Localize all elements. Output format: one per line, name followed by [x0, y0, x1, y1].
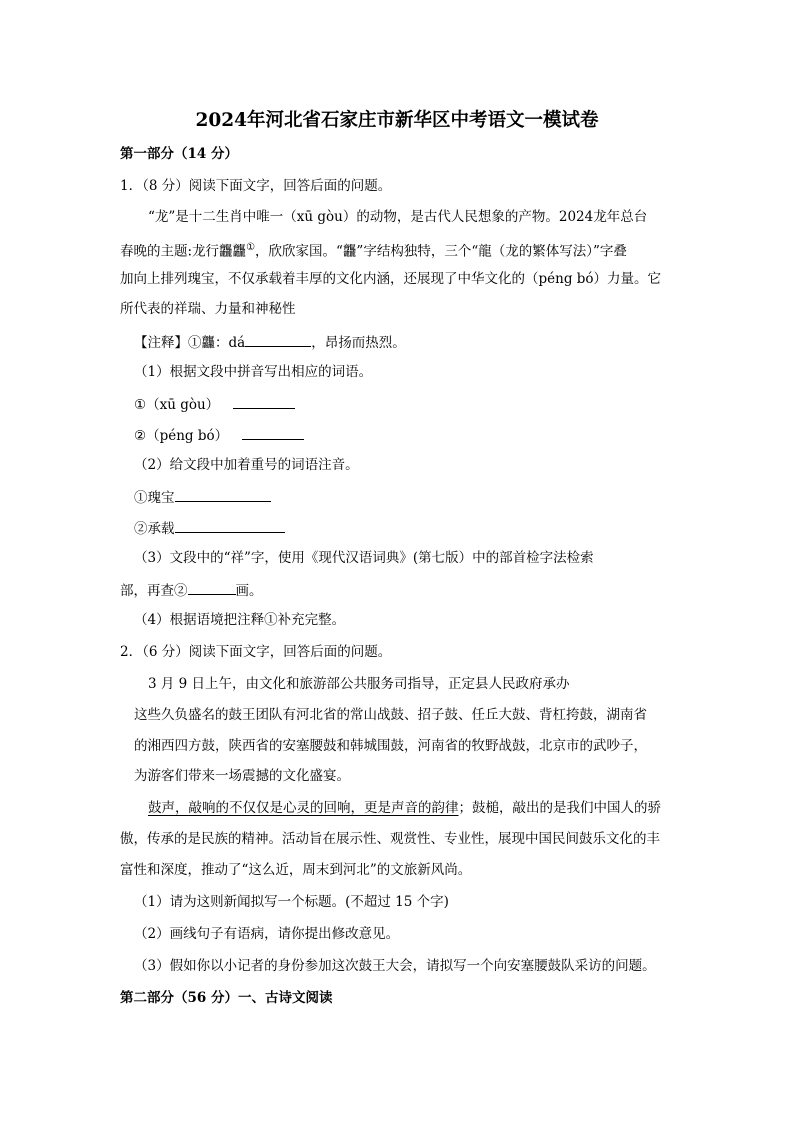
q1-sub3-line2-a: 部，再查②: [120, 583, 188, 599]
note-answer-blank[interactable]: [245, 332, 311, 347]
part2-heading: 第二部分（56 分）一、古诗文阅读: [120, 990, 333, 1006]
q1-sub1-a-label: ①（xū gòu）: [134, 397, 220, 413]
part1-heading: 第一部分（14 分）: [120, 146, 238, 162]
q1-sub3-line2: [120, 580, 263, 600]
q1-sub2-item-b: [134, 518, 285, 538]
q1-paragraph-line3: 加向上排列瑰宝，不仅承载着丰厚的文化内涵，还展现了中华文化的（péng bó）力量。它: [120, 271, 662, 287]
q2-paragraph1-line4: 为游客们带来一场震撼的文化盛宴。: [134, 768, 350, 784]
q2-paragraph1-line3: 的湘西四方鼓，陕西省的安塞腰鼓和韩城围鼓，河南省的牧野战鼓，北京市的武吵子，: [134, 738, 647, 754]
q1-sub1: （1）根据文段中拼音写出相应的词语。: [134, 364, 373, 380]
answer-blank-chengzai[interactable]: [175, 518, 285, 533]
answer-blank-pengbo[interactable]: [242, 425, 304, 440]
q1-sub1-item-b: [134, 425, 304, 445]
q2-paragraph2-line1-rest: ；鼓槌，敲出的是我们中国人的骄: [458, 800, 661, 816]
q1-note-label: 【注释】①龘：dá: [134, 335, 246, 351]
q2-sub2: （2）画线句子有语病，请你提出修改意见。: [134, 926, 400, 942]
q2-paragraph2-line2: 傲，传承的是民族的精神。活动旨在展示性、观赏性、专业性，展现中国民间鼓乐文化的丰: [120, 831, 660, 847]
q2-paragraph2-line1: [148, 799, 661, 817]
q1-sub4: （4）根据语境把注释①补充完整。: [134, 612, 346, 628]
q1-sub3-line2-b: 画。: [235, 583, 263, 599]
answer-blank-guibao[interactable]: [175, 487, 271, 502]
q2-sub3: （3）假如你以小记者的身份参加这次鼓王大会，请拟写一个向安塞腰鼓队采访的问题。: [134, 958, 656, 974]
q1-paragraph-line4: 所代表的祥瑞、力量和神秘性: [120, 301, 296, 317]
q1-sub2-a-label: ①瑰宝: [134, 490, 175, 506]
q2-sub1: （1）请为这则新闻拟写一个标题。(不超过 15 个字): [134, 894, 449, 910]
q1-sub2-item-a: [134, 487, 271, 507]
q1-sub1-item-a: [134, 394, 295, 414]
q2-paragraph1-line2: 这些久负盛名的鼓王团队有河北省的常山战鼓、招子鼓、任丘大鼓、背杠挎鼓，湖南省: [134, 707, 647, 723]
q1-stem: 1．（8 分）阅读下面文字，回答后面的问题。: [120, 178, 392, 194]
q1-paragraph-line2-a: 春晚的主题:龙行龘龘: [120, 243, 247, 260]
q2-underlined-sentence: 鼓声，敲响的不仅仅是心灵的回响，更是声音的韵律: [148, 800, 459, 816]
q1-note-rest: ，昂扬而热烈。: [311, 335, 406, 351]
answer-blank-xugou[interactable]: [233, 394, 295, 409]
q1-paragraph-line1: “龙”是十二生肖中唯一（xū gòu）的动物，是古代人民想象的产物。2024龙年总台: [148, 209, 648, 225]
q2-paragraph2-line3: 富性和深度，推动了“这么近，周末到河北”的文旅新风尚。: [120, 862, 472, 878]
page-title: 2024年河北省石家庄市新华区中考语文一模试卷: [195, 110, 599, 131]
q1-sub2-b-label: ②承载: [134, 521, 175, 537]
answer-blank-strokes[interactable]: [188, 580, 236, 595]
note-marker: ①: [246, 242, 256, 253]
q1-sub2: （2）给文段中加着重号的词语注音。: [134, 457, 359, 473]
q1-paragraph-line2: [120, 239, 627, 261]
q2-stem: 2．（6 分）阅读下面文字，回答后面的问题。: [120, 644, 392, 660]
q1-sub3-line1: （3）文段中的“祥”字，使用《现代汉语词典》(第七版）中的部首检字法检索: [134, 550, 594, 566]
q1-paragraph-line2-b: ，欣欣家国。“龘”字结构独特，三个“龍（龙的繁体写法）”字叠: [255, 243, 627, 260]
q2-paragraph1-line1: 3 月 9 日上午，由文化和旅游部公共服务司指导，正定县人民政府承办: [148, 676, 570, 692]
q1-sub1-b-label: ②（péng bó）: [134, 428, 229, 444]
q1-note: [134, 332, 406, 352]
